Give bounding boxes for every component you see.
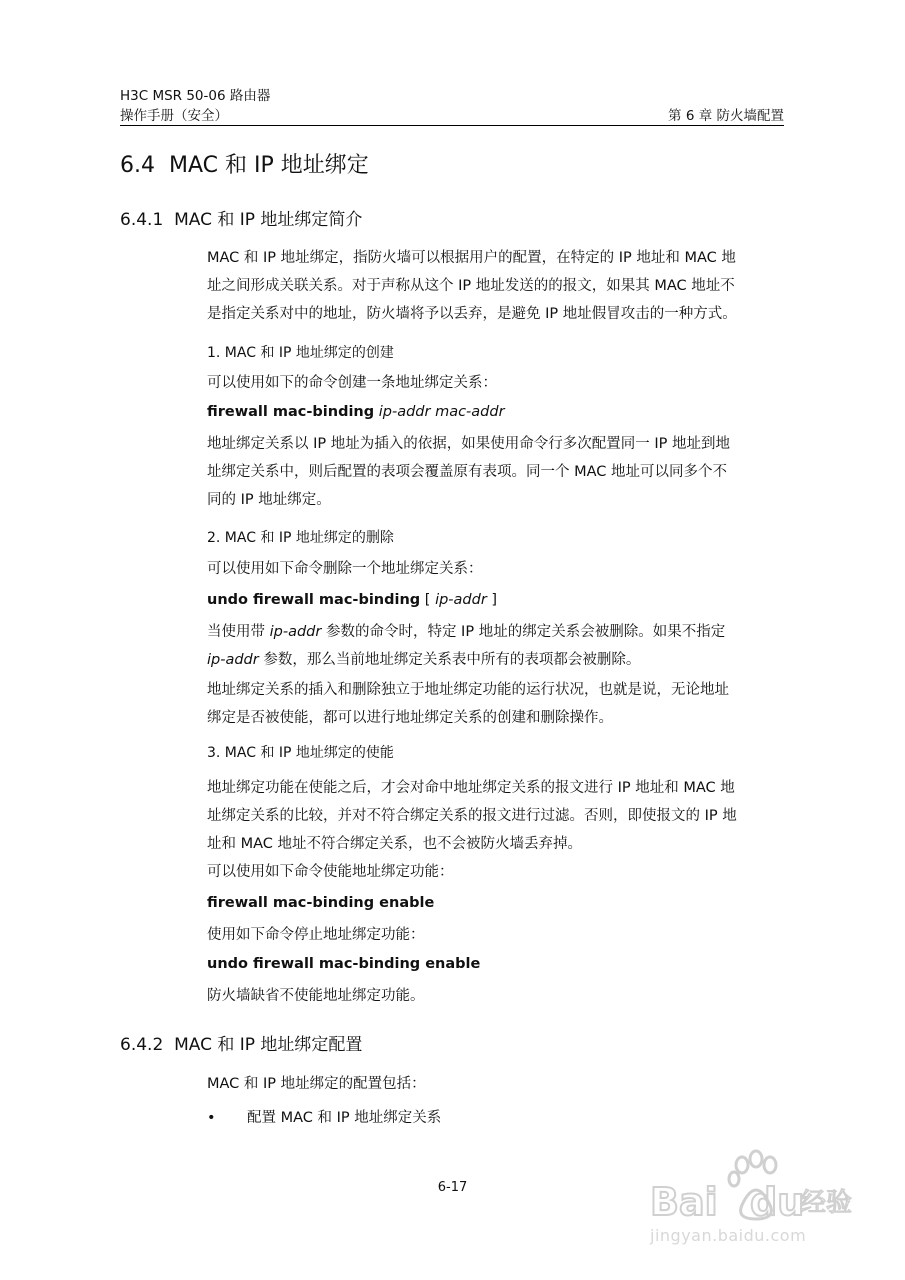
delete-note-line (207, 618, 785, 646)
enable-heading: 3. MAC 和 IP 地址绑定的使能 (207, 745, 394, 761)
enable-command-keyword: firewall mac-binding enable (207, 895, 435, 911)
delete-heading: 2. MAC 和 IP 地址绑定的删除 (207, 530, 394, 546)
intro-paragraph (207, 244, 785, 328)
disable-command (207, 956, 480, 972)
section-number: 6.4 (120, 153, 155, 178)
intro-line: 是指定关系对中的地址，防火墙将予以丢弃，是避免 IP 地址假冒攻击的一种方式。 (207, 306, 737, 322)
create-notes (207, 430, 785, 514)
delete-note (207, 618, 785, 674)
create-command-args: ip-addr mac-addr (378, 404, 505, 420)
enable-note-line: 地址绑定功能在使能之后，才会对命中地址绑定关系的报文进行 IP 地址和 MAC 地 (207, 780, 735, 796)
svg-text:Bai: Bai (650, 1180, 718, 1224)
intro-line: 址之间形成关联关系。对于声称从这个 IP 地址发送的的报文，如果其 MAC 地址不 (207, 278, 735, 294)
delete-note-text: 当使用带 (207, 624, 270, 640)
delete-command-bracket-close: ] (486, 592, 498, 608)
create-desc: 可以使用如下的命令创建一条地址绑定关系： (207, 375, 497, 391)
delete-note-line (207, 646, 785, 674)
header-rule (120, 125, 784, 126)
enable-notes (207, 774, 785, 858)
svg-text:du: du (750, 1180, 805, 1224)
bullet-icon: • (207, 1110, 216, 1126)
delete-command (207, 592, 497, 608)
subsection2-number: 6.4.2 (120, 1035, 164, 1055)
create-note-line: 址绑定关系中，则后配置的表项会覆盖原有表项。同一个 MAC 地址可以同多个不 (207, 464, 728, 480)
delete-note-text: 参数的命令时，特定 IP 地址的绑定关系会被删除。如果不指定 (321, 624, 726, 640)
page-number: 6-17 (437, 1180, 468, 1195)
subsection1-heading (120, 205, 362, 230)
delete-note-text: 参数，那么当前地址绑定关系表中所有的表项都会被删除。 (258, 652, 641, 668)
default-note: 防火墙缺省不使能地址绑定功能。 (207, 988, 425, 1004)
subsection1-number: 6.4.1 (120, 210, 164, 230)
delete-notes2 (207, 676, 785, 732)
delete-command-keyword: undo firewall mac-binding (207, 592, 421, 608)
subsection1-title: MAC 和 IP 地址绑定简介 (174, 210, 363, 230)
section-heading (120, 148, 369, 179)
delete-note-arg: ip-addr (269, 624, 322, 640)
enable-command (207, 895, 434, 911)
disable-command-keyword: undo firewall mac-binding enable (207, 956, 481, 972)
delete-desc: 可以使用如下命令删除一个地址绑定关系： (207, 561, 483, 577)
create-command-keyword: firewall mac-binding (207, 404, 375, 420)
enable-desc: 可以使用如下命令使能地址绑定功能： (207, 864, 454, 880)
subsection2-title: MAC 和 IP 地址绑定配置 (174, 1035, 363, 1055)
config-desc: MAC 和 IP 地址绑定的配置包括： (207, 1076, 426, 1092)
enable-note-line: 址和 MAC 地址不符合绑定关系，也不会被防火墙丢弃掉。 (207, 836, 583, 852)
enable-note-line: 址绑定关系的比较，并对不符合绑定关系的报文进行过滤。否则，即使报文的 IP 地 (207, 808, 737, 824)
header-manual: 操作手册（安全） (120, 108, 228, 124)
header-chapter: 第 6 章 防火墙配置 (668, 108, 784, 124)
create-note-line: 地址绑定关系以 IP 地址为插入的依据，如果使用命令行多次配置同一 IP 地址到地 (207, 436, 730, 452)
header-product: H3C MSR 50-06 路由器 (120, 88, 271, 104)
intro-line: MAC 和 IP 地址绑定，指防火墙可以根据用户的配置，在特定的 IP 地址和 MAC 地 (207, 250, 736, 266)
delete-command-arg: ip-addr (435, 592, 487, 608)
svg-text:经验: 经验 (800, 1188, 853, 1218)
page-header (120, 86, 784, 126)
watermark-url: jingyan.baidu.com (650, 1226, 807, 1245)
create-heading: 1. MAC 和 IP 地址绑定的创建 (207, 345, 394, 361)
disable-desc: 使用如下命令停止地址绑定功能： (207, 927, 425, 943)
config-list-item-text: 配置 MAC 和 IP 地址绑定关系 (247, 1110, 442, 1126)
section-title: MAC 和 IP 地址绑定 (169, 153, 369, 178)
delete-command-bracket-open: [ (420, 592, 436, 608)
config-list-item (207, 1106, 441, 1127)
create-command (207, 404, 505, 420)
delete-note2-line: 绑定是否被使能，都可以进行地址绑定关系的创建和删除操作。 (207, 710, 613, 726)
create-note-line: 同的 IP 地址绑定。 (207, 492, 331, 508)
delete-note-arg: ip-addr (207, 652, 259, 668)
subsection2-heading (120, 1030, 362, 1055)
delete-note2-line: 地址绑定关系的插入和删除独立于地址绑定功能的运行状况，也就是说，无论地址 (207, 682, 729, 698)
